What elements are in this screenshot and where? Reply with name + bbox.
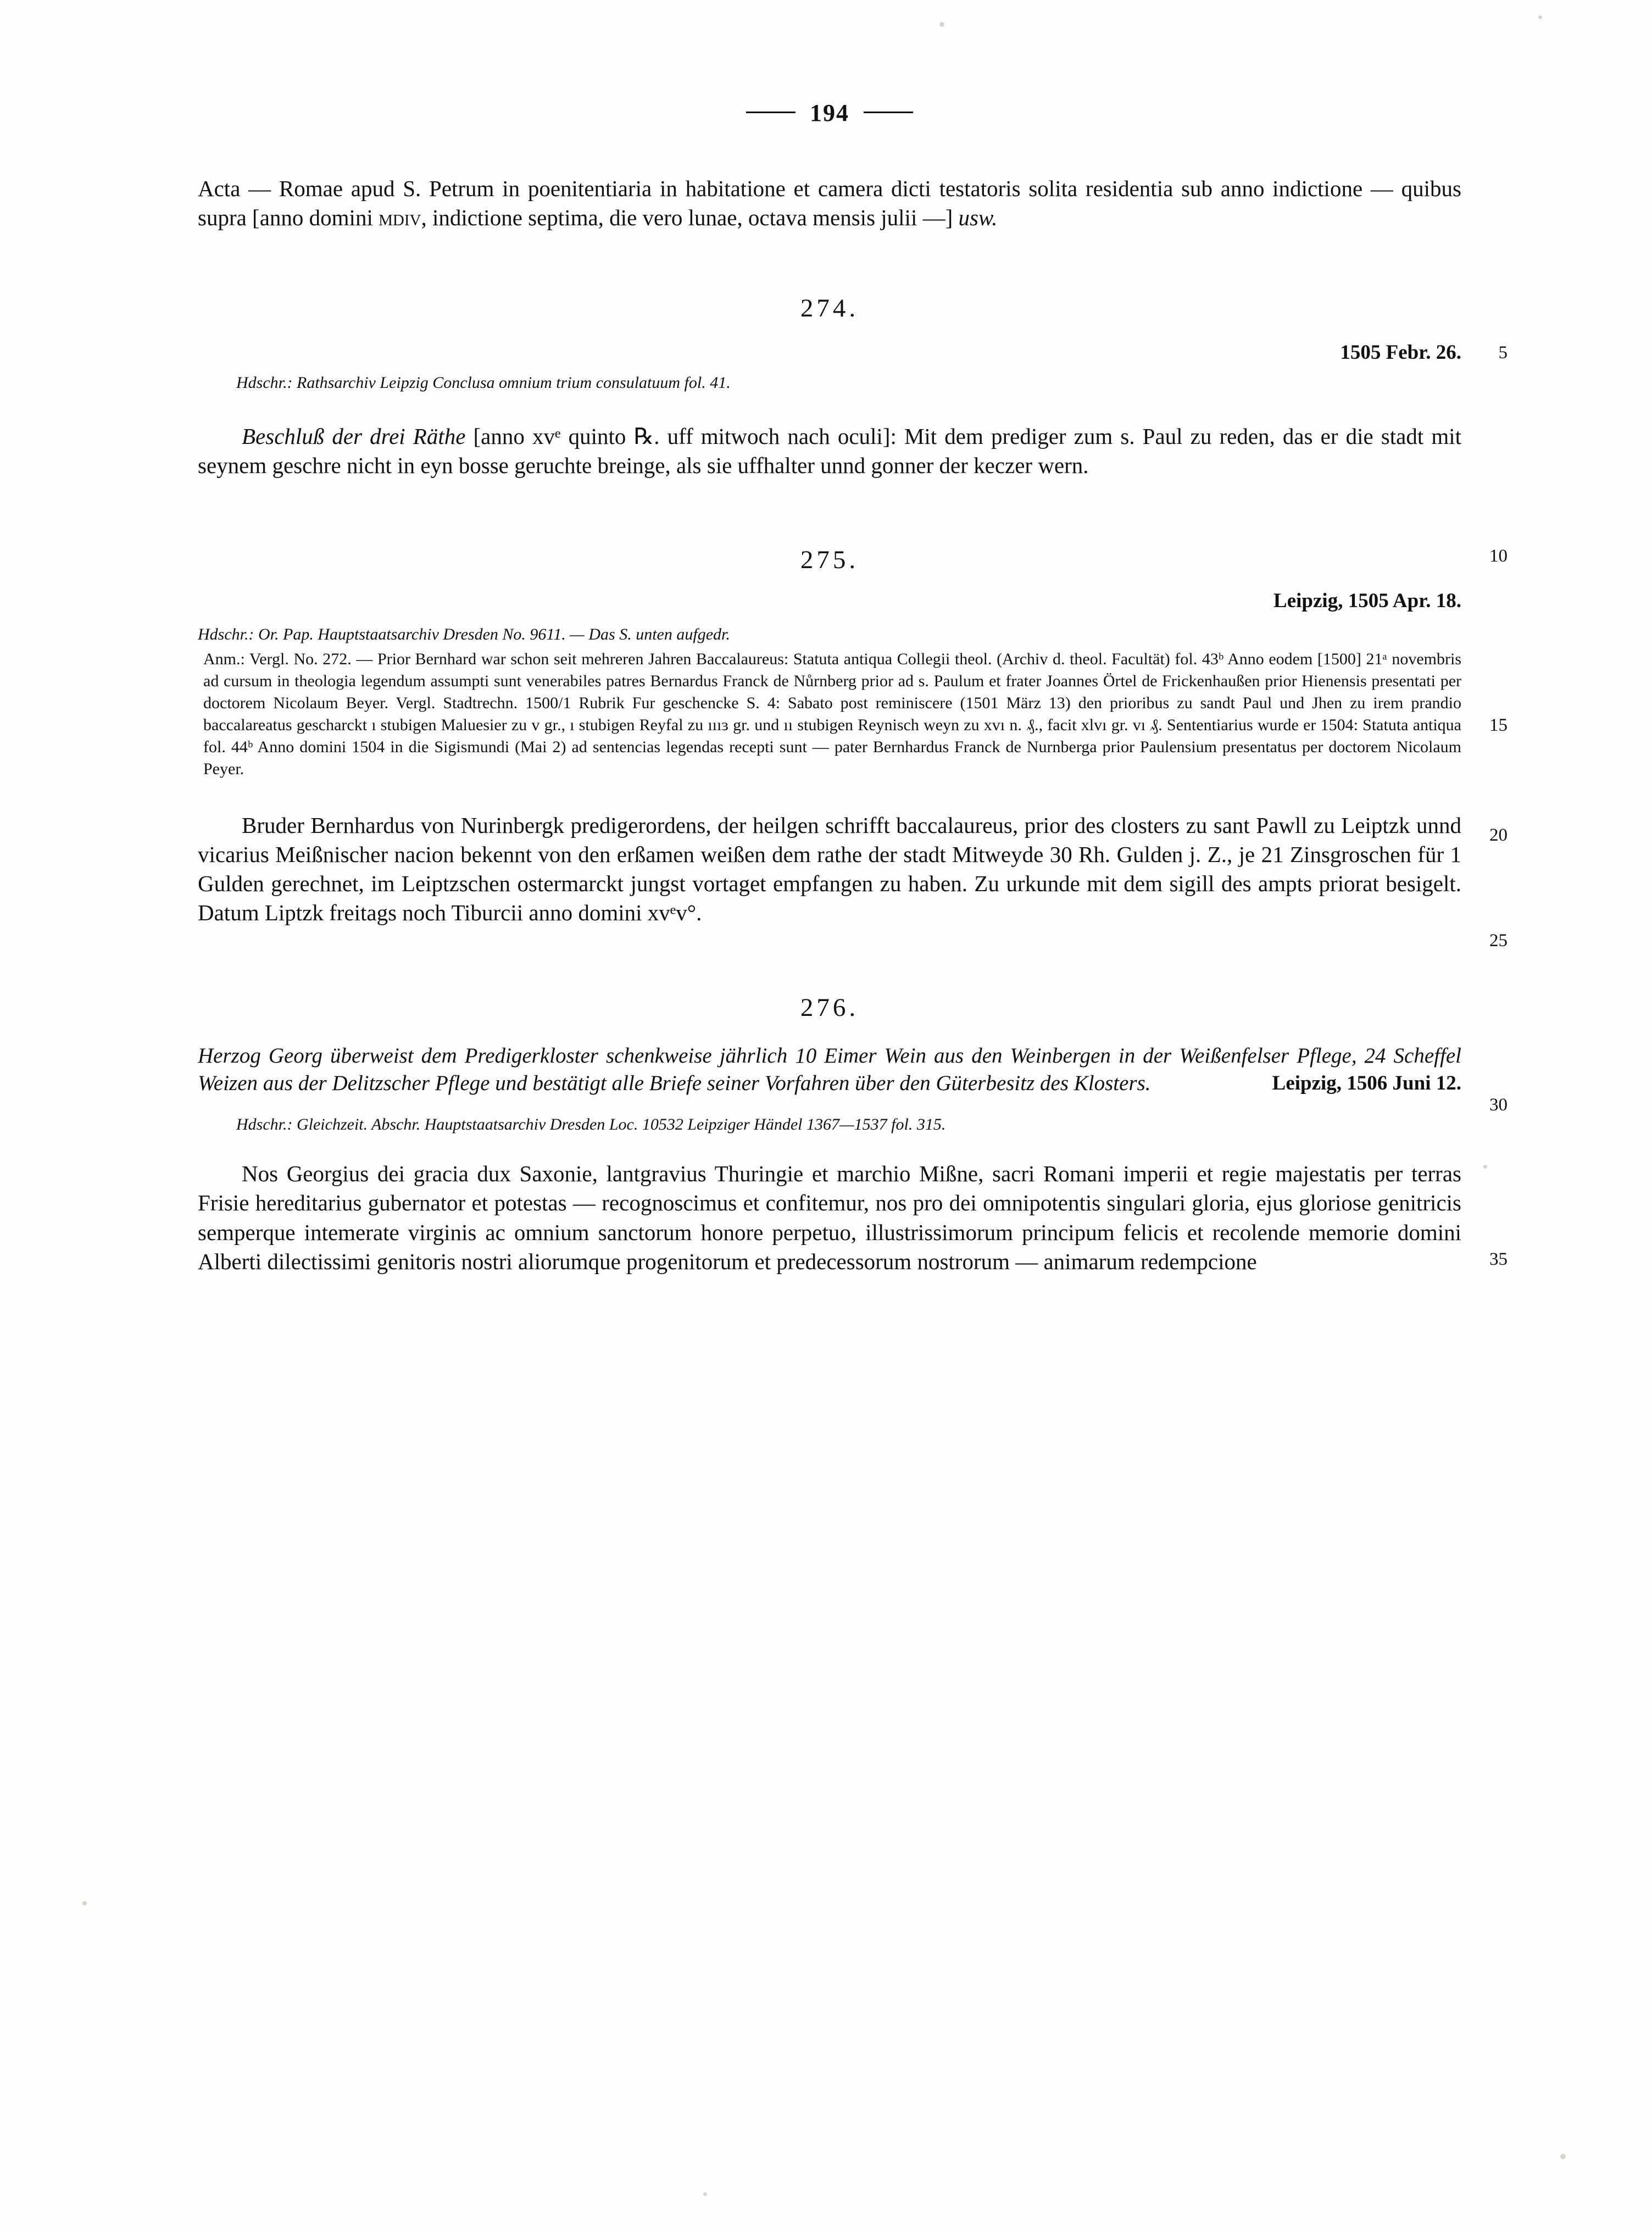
body-274-text: [anno xvᵉ quinto ℞. uff mitwoch nach oculi]: Mit dem prediger zum s. Paul zu reden, das er die stadt mit seynem geschre nicht in eyn bosse geruchte breinge, als sie uffhalter unnd gonner der keczer wern.: [198, 423, 1461, 478]
paper-speck: [1538, 15, 1542, 19]
continuation-italic-end: usw.: [958, 205, 998, 231]
line-number-30: 30: [1489, 1094, 1508, 1115]
header-rule-left: [746, 112, 796, 113]
source-note-275: Hdschr.: Or. Pap. Hauptstaatsarchiv Dresden No. 9611. — Das S. unten aufgedr.: [198, 625, 730, 644]
paper-speck: [1483, 1165, 1487, 1169]
date-line-275: Leipzig, 1505 Apr. 18.: [1273, 590, 1461, 613]
paper-speck: [939, 22, 944, 27]
section-number-274: 274.: [800, 293, 859, 323]
summary-276: Herzog Georg überweist dem Predigerkloster schenkweise jährlich 10 Eimer Wein aus den Weinbergen in der Weißenfelser Pflege, 24 Scheffel Weizen aus der Delitzscher Pflege und bestätigt alle Briefe seiner Vorfahren über den Güterbesitz des Klosters.: [198, 1043, 1461, 1096]
section-276: [198, 993, 1508, 1277]
continuation-smallcaps: mdiv: [379, 205, 421, 231]
paper-speck: [1560, 2154, 1566, 2159]
continuation-paragraph: [198, 174, 1461, 233]
page-number-header: [198, 99, 1461, 127]
section-275: [198, 545, 1508, 951]
paper-speck: [82, 1901, 87, 1905]
source-note-274: Hdschr.: Rathsarchiv Leipzig Conclusa omnium trium consulatuum fol. 41.: [236, 373, 731, 392]
continuation-text-pre: Acta — Romae apud S. Petrum in poenitentiaria in habitatione et camera dicti testatoris solita residentia sub anno indictione — quibus supra [anno domini: [198, 176, 1461, 231]
source-note-276: Hdschr.: Gleichzeit. Abschr. Hauptstaatsarchiv Dresden Loc. 10532 Leipziger Händel 1367—1537 fol. 315.: [236, 1115, 946, 1134]
annotation-275: Anm.: Vergl. No. 272. — Prior Bernhard war schon seit mehreren Jahren Baccalaureus: Statuta antiqua Collegii theol. (Archiv d. theol. Facultät) fol. 43ᵇ Anno eodem [1500] 21ᵃ novembris ad cursum in theologia legendum assumpti sunt venerabiles patres Bernardus Franck de Nůrnberg prior ad s. Paulum et frater Joannes Örtel de Frickenhaußen prior Hienensis presentati per doctorem Nicolaum Beyer. Vergl. Stadtrechn. 1500/1 Rubrik Fur geschencke S. 4: Sabato post reminiscere (1501 März 13) den prioribus zu sandt Paul und Jhen zu irem prandio baccalareatus gescharckt ı stubigen Maluesier zu v gr., ı stubigen Reyfal zu ıııɜ gr. und ıı stubigen Reynisch weyn zu xvı n. ₰., facit xlvı gr. vı ₰. Sententiarius wurde er 1504: Statuta antiqua fol. 44ᵇ Anno domini 1504 in die Sigismundi (Mai 2) ad sentencias legendas recepti sunt — pater Bernhardus Franck de Nurnberga prior Paulensium presentatus per doctorem Nicolaum Peyer.: [203, 650, 1461, 778]
date-line-274: 1505 Febr. 26.: [1340, 341, 1461, 364]
continuation-text-mid: , indictione septima, die vero lunae, octava mensis julii —]: [421, 205, 959, 231]
body-274-italic-lead: Beschluß der drei Räthe: [242, 423, 466, 449]
continuation-paragraph-block: [198, 174, 1461, 233]
line-number-5: 5: [1498, 342, 1508, 363]
line-number-15: 15: [1489, 715, 1508, 736]
section-274: [198, 293, 1508, 481]
paper-speck: [703, 2192, 707, 2196]
body-275: Bruder Bernhardus von Nurinbergk predigerordens, der heilgen schrifft baccalaureus, prior des closters zu sant Pawll zu Leiptzk unnd vicarius Meißnischer nacion bekennt von den erßamen weißen dem rathe der stadt Mitweyde 30 Rh. Gulden j. Z., je 21 Zinsgroschen für 1 Gulden gerechnet, im Leiptzschen ostermarckt jungst vortaget empfangen zu haben. Zu urkunde mit dem sigill des ampts priorat besigelt. Datum Liptzk freitags noch Tiburcii anno domini xvᵉv°.: [198, 812, 1461, 926]
date-line-276: Leipzig, 1506 Juni 12.: [1272, 1072, 1461, 1095]
section-number-276: 276.: [800, 993, 859, 1022]
page-content: [198, 99, 1508, 1276]
line-number-25: 25: [1489, 930, 1508, 951]
body-276: Nos Georgius dei gracia dux Saxonie, lantgravius Thuringie et marchio Mißne, sacri Romani imperii et regie majestatis per terras Frisie hereditarius gubernator et potestas — recognoscimus et confitemur, nos pro dei omnipotentis singulari gloria, ejus gloriose genitricis semperque intemerate virginis ac omnium sanctorum honore perpetuo, illustrissimorum principum felicis et recolende memorie domini Alberti dilectissimi genitoris nostri aliorumque progenitorum et predecessorum nostrorum — animarum redempcione: [198, 1161, 1461, 1274]
section-number-275: 275.: [800, 546, 859, 575]
page-number: 194: [810, 99, 849, 126]
body-274: [198, 422, 1461, 481]
line-number-10: 10: [1489, 546, 1508, 566]
header-rule-right: [864, 112, 913, 113]
line-number-35: 35: [1489, 1249, 1508, 1270]
line-number-20: 20: [1489, 825, 1508, 846]
